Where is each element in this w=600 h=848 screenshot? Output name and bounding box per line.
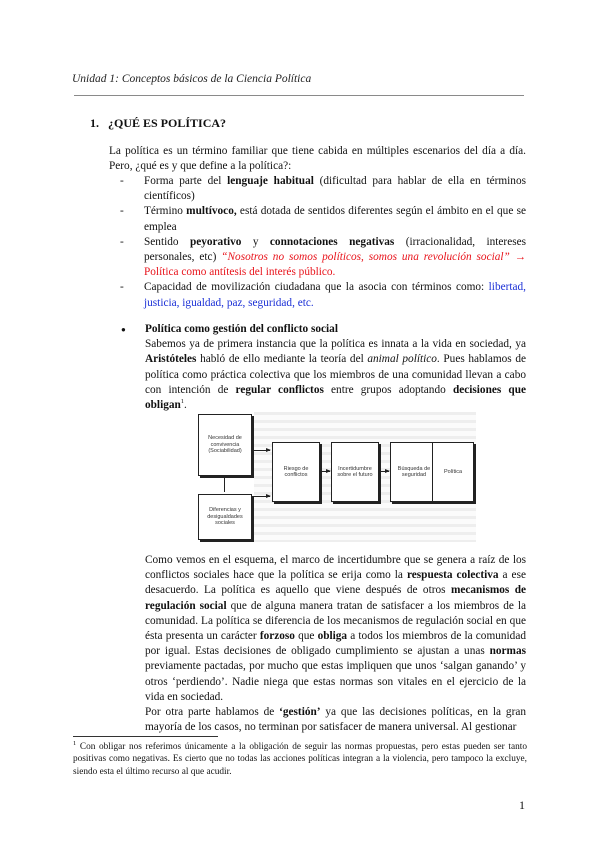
section-title: ¿QUÉ ES POLÍTICA? (108, 116, 227, 130)
list-item: - Término multívoco, está dotada de sentidos diferentes según el ámbito en el que se emplea (120, 204, 526, 234)
page-number: 1 (519, 798, 525, 812)
vertical-arrow (224, 478, 225, 492)
arrow (320, 471, 330, 472)
section-heading (90, 116, 226, 131)
paragraph: Como vemos en el esquema, el marco de incertidumbre que se genera a raíz de los conflictos sociales hace que la política se erija como la respuesta colectiva a ese desacuerdo. La política es aquello que viene después de otros mecanismos de regulación social que de alguna manera tratan de satisfacer a los miembros de la comunidad. La política se diferencia de los mecanismos de regulación social en que ésta presenta un carácter forzoso que obliga a todos los miembros de la comunidad por igual. Estas decisiones de obligado cumplimiento se ajustan a unas normas previamente pactadas, por mucho que estas impliquen que unos ‘salgan ganando’ y otros ‘perdiendo’. Nadie niega que estas normas son vitales en el ejercicio de la vida en sociedad. (145, 554, 526, 703)
explanation-paragraphs (145, 553, 526, 735)
header-rule (74, 95, 524, 96)
list-item: - Sentido peyorativo y connotaciones negativas (irracionalidad, intereses personales, etc) “Nosotros no somos políticos, somos una revolución social” → Política como antítesis del interés público. (120, 235, 526, 281)
footnote-ref: 1 (180, 398, 185, 406)
box-differences: Diferencias y desigualdades sociales (198, 494, 252, 540)
arrow (252, 496, 270, 497)
running-header: Unidad 1: Conceptos básicos de la Ciencia Política (72, 73, 312, 85)
subsection-paragraph: Sabemos ya de primera instancia que la política es innata a la vida en sociedad, ya Aristóteles habló de ello mediante la teoría del animal político. Pues hablamos de política como práctica colectiva que los miembros de una comunidad llevan a cabo con intención de regular conflictos entre grupos adoptando decisiones que obligan$^1$. (145, 338, 527, 412)
intro-paragraph: La política es un término familiar que tiene cabida en múltiples escenarios del día a día. Pero, ¿qué es y que define a la política?: (109, 145, 526, 173)
section-number: 1. (90, 116, 99, 130)
arrow (252, 450, 270, 451)
conflict-section (121, 322, 526, 413)
box-politics: Política (432, 442, 474, 502)
quote: “Nosotros no somos políticos, somos una revolución social” (221, 251, 510, 264)
list-item: - Capacidad de movilización ciudadana que la asocia con términos como: libertad, justicia, igualdad, paz, seguridad, etc. (120, 280, 526, 310)
footnote-separator (73, 736, 218, 737)
paragraph: Por otra parte hablamos de ‘gestión’ ya que las decisiones políticas, en la gran mayoría de los casos, no terminan por satisfacer de manera universal. Al gestionar (145, 706, 526, 734)
box-uncertainty: Incertidumbre sobre el futuro (331, 442, 379, 502)
conflict-diagram (196, 412, 476, 542)
box-risk: Riesgo de conflictos (272, 442, 320, 502)
box-need: Necesidad de convivencia (Sociabilidad) (198, 414, 252, 476)
arrow (379, 471, 389, 472)
value-terms: libertad, justicia, igualdad, paz, seguridad, etc. (144, 281, 526, 309)
footnote-marker: 1 (73, 739, 77, 747)
subsection-heading: ● Política como gestión del conflicto social (121, 322, 526, 337)
list-item: - Forma parte del lenguaje habitual (dificultad para hablar de ella en términos científicos) (120, 174, 526, 204)
characteristics-list (120, 174, 526, 311)
footnote: $^1$ Con obligar nos referimos únicamente a la obligación de seguir las normas propuestas, pero estas pueden ser tanto positivas como negativas. Es cierto que no todas las acciones políticas integran a la violencia, pero tampoco la excluye, siendo esta el último recurso al que acudir. (73, 739, 527, 777)
box-security: Búsqueda de seguridad (390, 442, 438, 502)
